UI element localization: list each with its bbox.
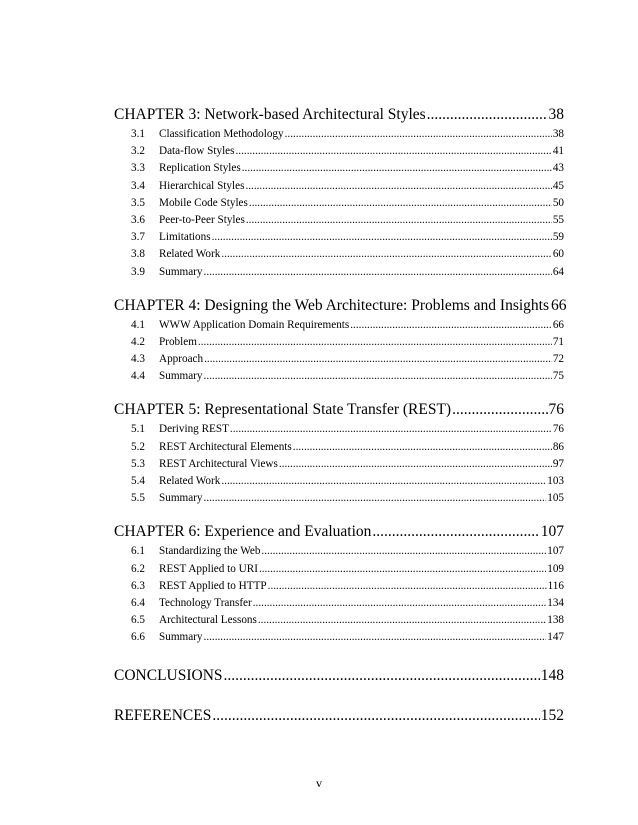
page-number-footer: v: [316, 776, 322, 790]
section-number: 5.2: [131, 440, 145, 453]
section-number: 5.5: [131, 492, 145, 505]
section-page-number: 103: [547, 475, 564, 487]
section-title: Summary: [159, 265, 203, 278]
section-page-number: 76: [552, 423, 564, 436]
toc-section-5-5[interactable]: [114, 490, 564, 507]
section-title: Deriving REST: [159, 423, 229, 436]
toc-section-5-2[interactable]: [114, 439, 564, 456]
table-of-contents: [114, 104, 567, 727]
section-number: 3.3: [131, 162, 145, 175]
section-title: REST Applied to HTTP: [159, 579, 267, 592]
dot-leader: [249, 195, 552, 212]
toc-section-5-3[interactable]: [114, 456, 564, 473]
toc-section-3-9[interactable]: [114, 264, 564, 281]
dot-leader: [221, 246, 551, 263]
dot-leader: [261, 543, 546, 560]
toc-section-6-4[interactable]: [114, 595, 564, 612]
toc-section-4-2[interactable]: [114, 334, 564, 351]
dot-leader: [350, 317, 552, 334]
section-page-number: 41: [552, 145, 564, 158]
chapter-page-number: 76: [548, 401, 564, 419]
chapter-title: CHAPTER 5: Representational State Transfer (REST): [114, 401, 452, 419]
chapter-title: CHAPTER 6: Experience and Evaluation: [114, 523, 372, 541]
section-title: Replication Styles: [159, 162, 241, 175]
dot-leader: [212, 229, 552, 246]
dot-leader: [221, 473, 546, 490]
dot-leader: [259, 561, 546, 578]
section-number: 5.1: [131, 423, 145, 436]
section-page-number: 60: [552, 248, 564, 261]
section-page-number: 105: [547, 492, 564, 505]
section-title: Summary: [159, 631, 203, 644]
section-page-number: 116: [547, 579, 564, 592]
dot-leader: [253, 595, 546, 612]
dot-leader: [258, 612, 546, 629]
dot-leader: [372, 521, 539, 543]
section-title: Data-flow Styles: [159, 145, 235, 158]
section-page-number: 50: [552, 196, 564, 209]
section-number: 6.5: [131, 614, 145, 627]
section-page-number: 138: [547, 614, 564, 627]
section-page-number: 147: [547, 631, 564, 644]
chapter-title: CONCLUSIONS: [114, 666, 223, 684]
section-title: Summary: [159, 370, 203, 383]
chapter-title: REFERENCES: [114, 706, 212, 724]
section-title: Standardizing the Web: [159, 545, 261, 558]
toc-chapter-3[interactable]: [114, 104, 564, 126]
dot-leader: [279, 456, 552, 473]
section-page-number: 97: [552, 457, 564, 470]
toc-section-4-4[interactable]: [114, 368, 564, 385]
dot-leader: [246, 212, 552, 229]
section-page-number: 64: [552, 265, 564, 278]
section-page-number: 86: [552, 440, 564, 453]
section-title: REST Architectural Elements: [159, 440, 292, 453]
section-title: WWW Application Domain Requirements: [159, 318, 350, 331]
section-title: Summary: [159, 492, 203, 505]
section-page-number: 75: [552, 370, 564, 383]
chapter-title: CHAPTER 4: Designing the Web Architecture: Problems and Insights: [114, 296, 549, 314]
dot-leader: [204, 351, 552, 368]
section-title: Peer-to-Peer Styles: [159, 213, 245, 226]
section-page-number: 107: [547, 545, 564, 558]
section-title: Classification Methodology: [159, 128, 284, 140]
toc-section-3-2[interactable]: [114, 143, 564, 160]
toc-chapter-5[interactable]: [114, 399, 564, 421]
section-page-number: 109: [547, 562, 564, 575]
dot-leader: [204, 490, 547, 507]
dot-leader: [245, 178, 551, 195]
section-number: 5.4: [131, 475, 145, 487]
chapter-page-number: 152: [540, 706, 564, 724]
dot-leader: [285, 126, 552, 143]
section-page-number: 71: [552, 335, 564, 348]
section-title: Related Work: [159, 248, 221, 261]
toc-section-6-1[interactable]: [114, 543, 564, 560]
toc-section-5-4[interactable]: [114, 473, 564, 490]
section-page-number: 134: [547, 596, 564, 609]
section-number: 4.2: [131, 335, 145, 348]
section-number: 3.9: [131, 265, 145, 278]
section-number: 5.3: [131, 457, 145, 470]
dot-leader: [236, 143, 552, 160]
section-number: 6.3: [131, 579, 145, 592]
section-number: 4.3: [131, 353, 145, 366]
section-number: 6.4: [131, 596, 145, 609]
section-number: 4.1: [131, 318, 145, 331]
section-page-number: 66: [552, 318, 564, 331]
dot-leader: [427, 104, 548, 126]
section-number: 3.2: [131, 145, 145, 158]
toc-section-6-5[interactable]: [114, 612, 564, 629]
section-number: 3.4: [131, 179, 145, 192]
section-title: Technology Transfer: [159, 596, 252, 609]
section-number: 4.4: [131, 370, 145, 383]
chapter-page-number: 66: [551, 296, 567, 314]
section-page-number: 59: [552, 231, 564, 244]
section-title: Problem: [159, 335, 197, 348]
toc-section-3-7[interactable]: [114, 229, 564, 246]
dot-leader: [204, 629, 547, 646]
section-number: 6.2: [131, 562, 145, 575]
section-page-number: 43: [552, 162, 564, 175]
dot-leader: [212, 705, 539, 727]
toc-section-3-8[interactable]: [114, 246, 564, 263]
toc-section-3-3[interactable]: [114, 160, 564, 177]
chapter-page-number: 148: [540, 666, 564, 684]
toc-section-6-6[interactable]: [114, 629, 564, 646]
toc-section-3-4[interactable]: [114, 178, 564, 195]
dot-leader: [242, 160, 552, 177]
section-page-number: 45: [552, 179, 564, 192]
section-number: 6.6: [131, 631, 145, 644]
chapter-title: CHAPTER 3: Network-based Architectural Styles: [114, 106, 426, 123]
toc-section-4-1[interactable]: [114, 317, 564, 334]
section-number: 3.5: [131, 196, 145, 209]
section-title: Limitations: [159, 231, 211, 244]
toc-section-6-2[interactable]: [114, 561, 564, 578]
section-page-number: 72: [552, 353, 564, 366]
dot-leader: [268, 578, 547, 595]
section-number: 3.8: [131, 248, 145, 261]
section-title: Architectural Lessons: [159, 614, 257, 627]
dot-leader: [204, 368, 552, 385]
section-number: 3.1: [131, 128, 145, 140]
toc-conclusions[interactable]: [114, 665, 564, 687]
section-number: 3.6: [131, 213, 145, 226]
chapter-page-number: 38: [548, 106, 564, 123]
toc-references[interactable]: [114, 705, 564, 727]
section-title: REST Architectural Views: [159, 457, 278, 470]
dot-leader: [452, 399, 547, 421]
toc-section-5-1[interactable]: [114, 421, 564, 438]
section-title: REST Applied to URI: [159, 562, 258, 575]
dot-leader: [224, 665, 540, 687]
dot-leader: [198, 334, 552, 351]
section-page-number: 55: [552, 213, 564, 226]
section-title: Mobile Code Styles: [159, 196, 248, 209]
section-number: 6.1: [131, 545, 145, 558]
dot-leader: [204, 264, 552, 281]
dot-leader: [293, 439, 552, 456]
toc-section-3-1[interactable]: [114, 126, 564, 143]
section-title: Related Work: [159, 475, 221, 487]
toc-chapter-4[interactable]: [114, 295, 567, 317]
toc-chapter-6[interactable]: [114, 521, 564, 543]
section-title: Approach: [159, 353, 204, 366]
section-title: Hierarchical Styles: [159, 179, 245, 192]
dot-leader: [230, 421, 552, 438]
toc-section-3-6[interactable]: [114, 212, 564, 229]
toc-section-6-3[interactable]: [114, 578, 564, 595]
section-number: 3.7: [131, 231, 145, 244]
section-page-number: 38: [552, 128, 564, 140]
toc-section-3-5[interactable]: [114, 195, 564, 212]
chapter-page-number: 107: [540, 523, 564, 541]
toc-section-4-3[interactable]: [114, 351, 564, 368]
